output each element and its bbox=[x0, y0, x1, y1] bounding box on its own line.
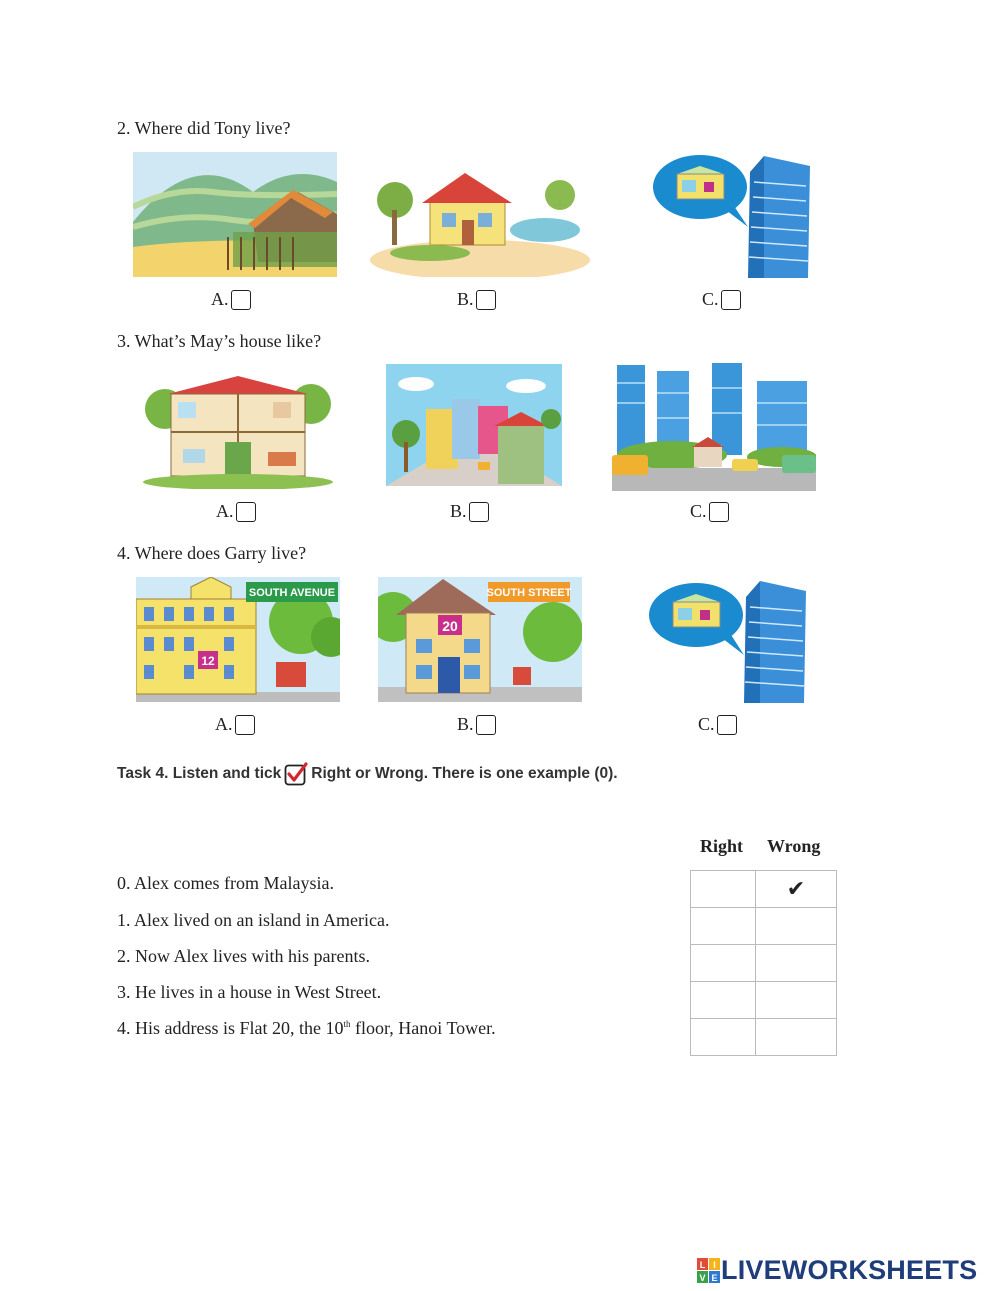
town-street-picture bbox=[386, 364, 562, 486]
row-2-right-cell[interactable] bbox=[691, 945, 756, 982]
q3-b-checkbox[interactable] bbox=[469, 502, 489, 522]
q3-a-checkbox[interactable] bbox=[236, 502, 256, 522]
q4-option-b bbox=[457, 714, 496, 735]
q3-option-b bbox=[450, 501, 489, 522]
q4-c-checkbox[interactable] bbox=[717, 715, 737, 735]
option-label: A. bbox=[215, 714, 233, 734]
row-0-right-cell[interactable] bbox=[691, 871, 756, 908]
logo-tile-v: V bbox=[699, 1272, 706, 1283]
logo-text: LIVEWORKSHEETS bbox=[721, 1255, 978, 1285]
option-label: B. bbox=[457, 714, 474, 734]
column-header-wrong: Wrong bbox=[767, 836, 821, 856]
logo-tile-e: E bbox=[711, 1272, 718, 1283]
cottage-pond-picture bbox=[370, 155, 592, 277]
check-mark-icon: ✔ bbox=[786, 876, 806, 901]
row-4-right-cell[interactable] bbox=[691, 1019, 756, 1056]
option-label: C. bbox=[698, 714, 715, 734]
statement-3: 3. He lives in a house in West Street. bbox=[117, 982, 382, 1002]
city-skyscrapers-picture bbox=[612, 363, 816, 491]
row-3-right-cell[interactable] bbox=[691, 982, 756, 1019]
checked-box-icon bbox=[284, 762, 308, 786]
task-4-suffix: Right or Wrong. There is one example (0). bbox=[311, 765, 618, 782]
statement-4-end: floor, Hanoi Tower. bbox=[350, 1018, 496, 1038]
statement-0: 0. Alex comes from Malaysia. bbox=[117, 873, 334, 893]
table-row bbox=[691, 908, 837, 945]
statement-4 bbox=[117, 1018, 496, 1039]
question-4: 4. Where does Garry live? bbox=[117, 543, 307, 563]
q3-option-c bbox=[690, 501, 729, 522]
q4-a-checkbox[interactable] bbox=[235, 715, 255, 735]
row-0-wrong-cell[interactable] bbox=[756, 871, 837, 908]
option-label: B. bbox=[457, 289, 474, 309]
q2-option-c bbox=[702, 289, 741, 310]
house-number-20: 20 bbox=[442, 618, 458, 634]
row-4-wrong-cell[interactable] bbox=[756, 1019, 837, 1056]
answer-grid bbox=[690, 870, 837, 1056]
row-3-wrong-cell[interactable] bbox=[756, 982, 837, 1019]
cutaway-house-picture bbox=[143, 364, 333, 489]
rural-hut-picture bbox=[133, 152, 337, 277]
logo-tiles-icon bbox=[697, 1258, 721, 1284]
statement-2: 2. Now Alex lives with his parents. bbox=[117, 946, 370, 966]
q3-c-checkbox[interactable] bbox=[709, 502, 729, 522]
question-2: 2. Where did Tony live? bbox=[117, 118, 291, 138]
task-4-instruction bbox=[117, 762, 618, 786]
table-row bbox=[691, 945, 837, 982]
apartment-tower-picture-2 bbox=[648, 577, 808, 703]
table-row bbox=[691, 871, 837, 908]
logo-tile-i: I bbox=[713, 1259, 716, 1270]
house-number-12: 12 bbox=[201, 654, 215, 668]
q2-option-a bbox=[211, 289, 251, 310]
q4-option-c bbox=[698, 714, 737, 735]
row-2-wrong-cell[interactable] bbox=[756, 945, 837, 982]
south-street-sign: SOUTH STREET bbox=[486, 587, 572, 599]
statement-1: 1. Alex lived on an island in America. bbox=[117, 910, 390, 930]
row-1-right-cell[interactable] bbox=[691, 908, 756, 945]
q2-option-b bbox=[457, 289, 496, 310]
option-label: C. bbox=[690, 501, 707, 521]
option-label: B. bbox=[450, 501, 467, 521]
south-street-picture bbox=[378, 577, 582, 702]
q4-b-checkbox[interactable] bbox=[476, 715, 496, 735]
option-label: A. bbox=[211, 289, 229, 309]
q4-option-a bbox=[215, 714, 255, 735]
south-avenue-sign: SOUTH AVENUE bbox=[248, 587, 336, 599]
table-row bbox=[691, 1019, 837, 1056]
q3-option-a bbox=[216, 501, 256, 522]
column-header-right: Right bbox=[700, 836, 744, 856]
q2-b-checkbox[interactable] bbox=[476, 290, 496, 310]
logo-tile-l: L bbox=[699, 1259, 706, 1270]
row-1-wrong-cell[interactable] bbox=[756, 908, 837, 945]
option-label: C. bbox=[702, 289, 719, 309]
ordinal-suffix: th bbox=[343, 1019, 351, 1029]
question-3: 3. What’s May’s house like? bbox=[117, 331, 322, 351]
option-label: A. bbox=[216, 501, 234, 521]
liveworksheets-logo bbox=[697, 1255, 977, 1286]
statement-4-text: 4. His address is Flat 20, the 10 bbox=[117, 1018, 344, 1038]
q2-c-checkbox[interactable] bbox=[721, 290, 741, 310]
task-4-prefix: Task 4. Listen and tick bbox=[117, 765, 282, 782]
table-row bbox=[691, 982, 837, 1019]
apartment-tower-picture bbox=[652, 152, 812, 278]
q2-a-checkbox[interactable] bbox=[231, 290, 251, 310]
south-avenue-picture bbox=[136, 577, 340, 702]
